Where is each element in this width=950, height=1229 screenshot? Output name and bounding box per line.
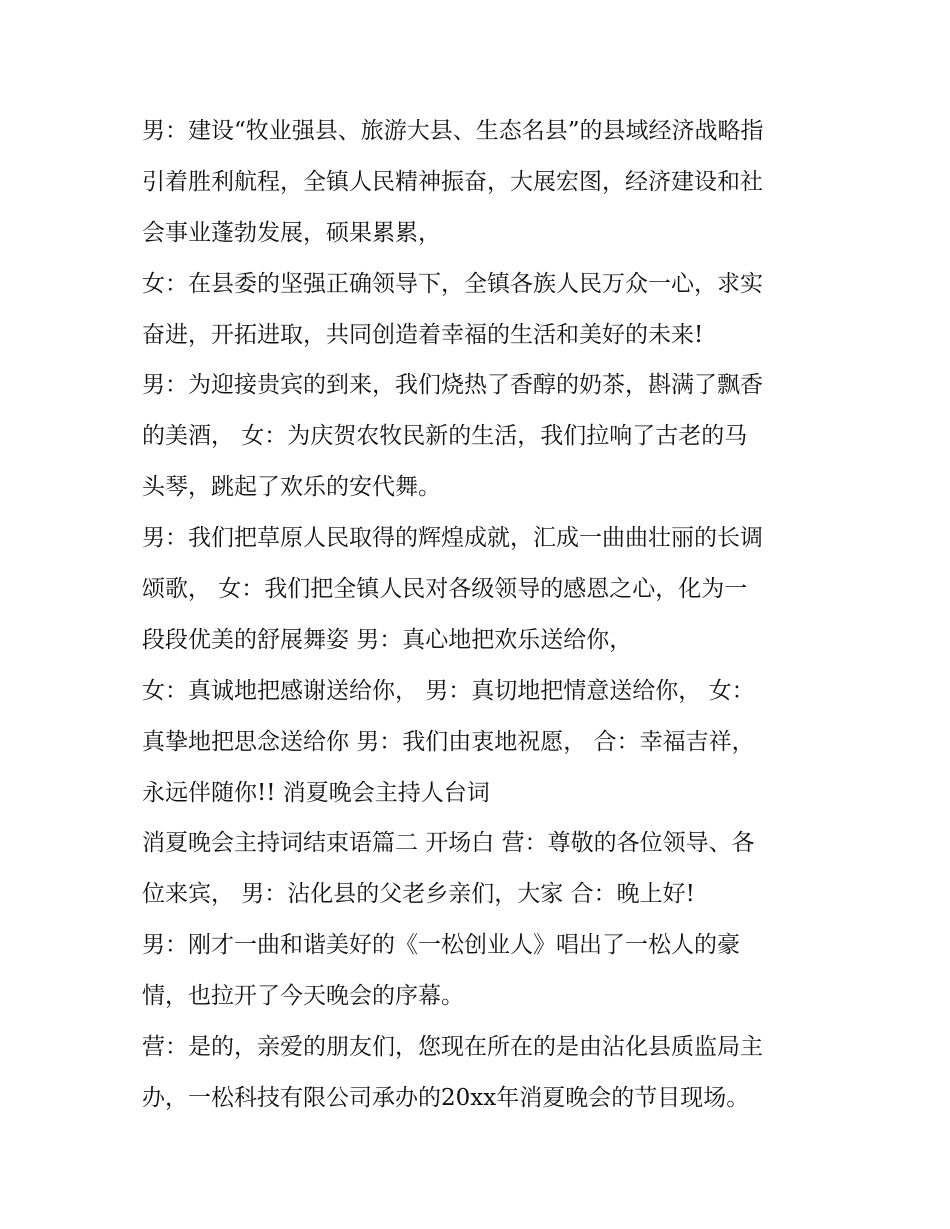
text-line-8: 头琴，跳起了欢乐的安代舞。	[142, 474, 441, 501]
text-line-6: 男：为迎接贵宾的到来，我们烧热了香醇的奶茶，斟满了飘香	[142, 372, 763, 399]
text-line-5: 奋进，开拓进取，共同创造着幸福的生活和美好的未来!	[142, 321, 704, 348]
text-line-13: 真挚地把思念送给你 男：我们由衷地祝愿， 合：幸福吉祥，	[142, 728, 755, 755]
text-line-17: 男：刚才一曲和谐美好的《一松创业人》唱出了一松人的豪	[142, 932, 740, 959]
text-line-3: 会事业蓬勃发展，硕果累累，	[142, 219, 441, 246]
text-line-18: 情，也拉开了今天晚会的序幕。	[142, 983, 464, 1010]
text-line-20: 办，一松科技有限公司承办的20xx年消夏晚会的节目现场。	[142, 1084, 750, 1111]
text-line-14: 永远伴随你!! 消夏晚会主持人台词	[142, 779, 490, 806]
text-line-9: 男：我们把草原人民取得的辉煌成就，汇成一曲曲壮丽的长调	[142, 525, 763, 552]
text-line-12: 女：真诚地把感谢送给你， 男：真切地把情意送给你， 女：	[142, 677, 755, 704]
text-line-7: 的美酒， 女：为庆贺农牧民新的生活，我们拉响了古老的马	[142, 423, 748, 450]
text-line-4: 女：在县委的坚强正确领导下，全镇各族人民万众一心，求实	[142, 270, 763, 297]
text-line-11: 段段优美的舒展舞姿 男：真心地把欢乐送给你，	[142, 626, 633, 653]
text-line-10: 颂歌， 女：我们把全镇人民对各级领导的感恩之心，化为一	[142, 576, 748, 603]
text-line-19: 营：是的，亲爱的朋友们，您现在所在的是由沾化县质监局主	[142, 1034, 763, 1061]
text-line-2: 引着胜利航程，全镇人民精神振奋，大展宏图，经济建设和社	[142, 168, 763, 195]
text-line-1: 男：建设“牧业强县、旅游大县、生态名县”的县域经济战略指	[142, 118, 764, 144]
document-body	[142, 106, 822, 1124]
text-line-16: 位来宾， 男：沾化县的父老乡亲们，大家 合：晚上好!	[142, 881, 695, 908]
text-line-15: 消夏晚会主持词结束语篇二 开场白 营：尊敬的各位领导、各	[142, 830, 755, 857]
